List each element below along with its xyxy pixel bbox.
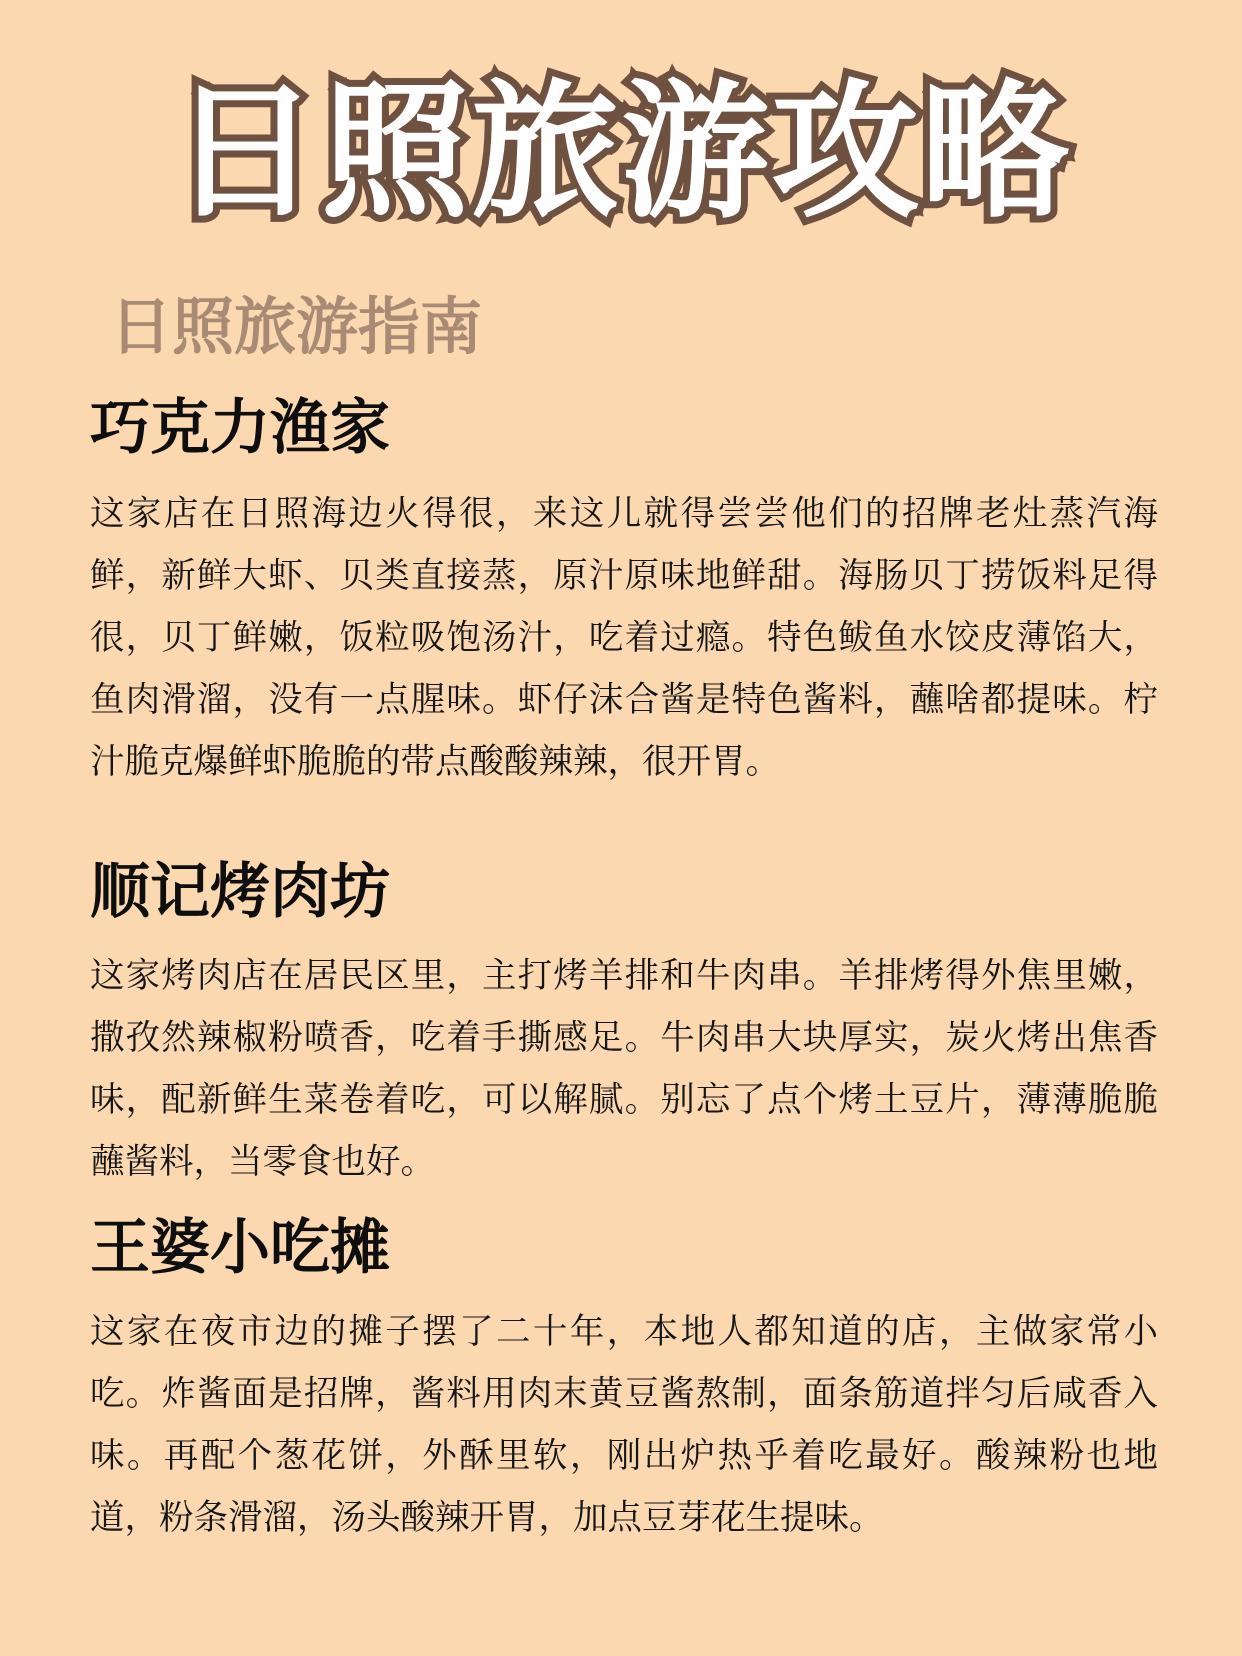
restaurant-section [90,857,1158,1193]
restaurant-description: 这家店在日照海边火得很，来这儿就得尝尝他们的招牌老灶蒸汽海鲜，新鲜大虾、贝类直接蒸，原汁原味地鲜甜。海肠贝丁捞饭料足得很，贝丁鲜嫩，饭粒吸饱汤汁，吃着过瘾。特色鲅鱼水饺皮薄馅大，鱼肉滑溜，没有一点腥味。虾仔沫合酱是特色酱料，蘸啥都提味。柠汁脆克爆鲜虾脆脆的带点酸酸辣辣，很开胃。 [90,494,1158,782]
restaurant-name: 顺记烤肉坊 [90,857,390,927]
restaurant-description: 这家烤肉店在居民区里，主打烤羊排和牛肉串。羊排烤得外焦里嫩，撒孜然辣椒粉喷香，吃着手撕感足。牛肉串大块厚实，炭火烤出焦香味，配新鲜生菜卷着吃，可以解腻。别忘了点个烤土豆片，薄薄脆脆蘸酱料，当零食也好。 [90,956,1158,1182]
restaurant-name: 王婆小吃摊 [90,1213,390,1283]
page-subtitle: 日照旅游指南 [110,290,483,363]
restaurant-section [90,393,1158,793]
page-title: 日照旅游攻略 [171,66,1071,238]
restaurant-name: 巧克力渔家 [90,393,390,463]
restaurant-description: 这家在夜市边的摊子摆了二十年，本地人都知道的店，主做家常小吃。炸酱面是招牌，酱料用肉末黄豆酱熬制，面条筋道拌匀后咸香入味。再配个葱花饼，外酥里软，刚出炉热乎着吃最好。酸辣粉也地道，粉条滑溜，汤头酸辣开胃，加点豆芽花生提味。 [90,1312,1158,1538]
restaurant-section [90,1213,1158,1549]
